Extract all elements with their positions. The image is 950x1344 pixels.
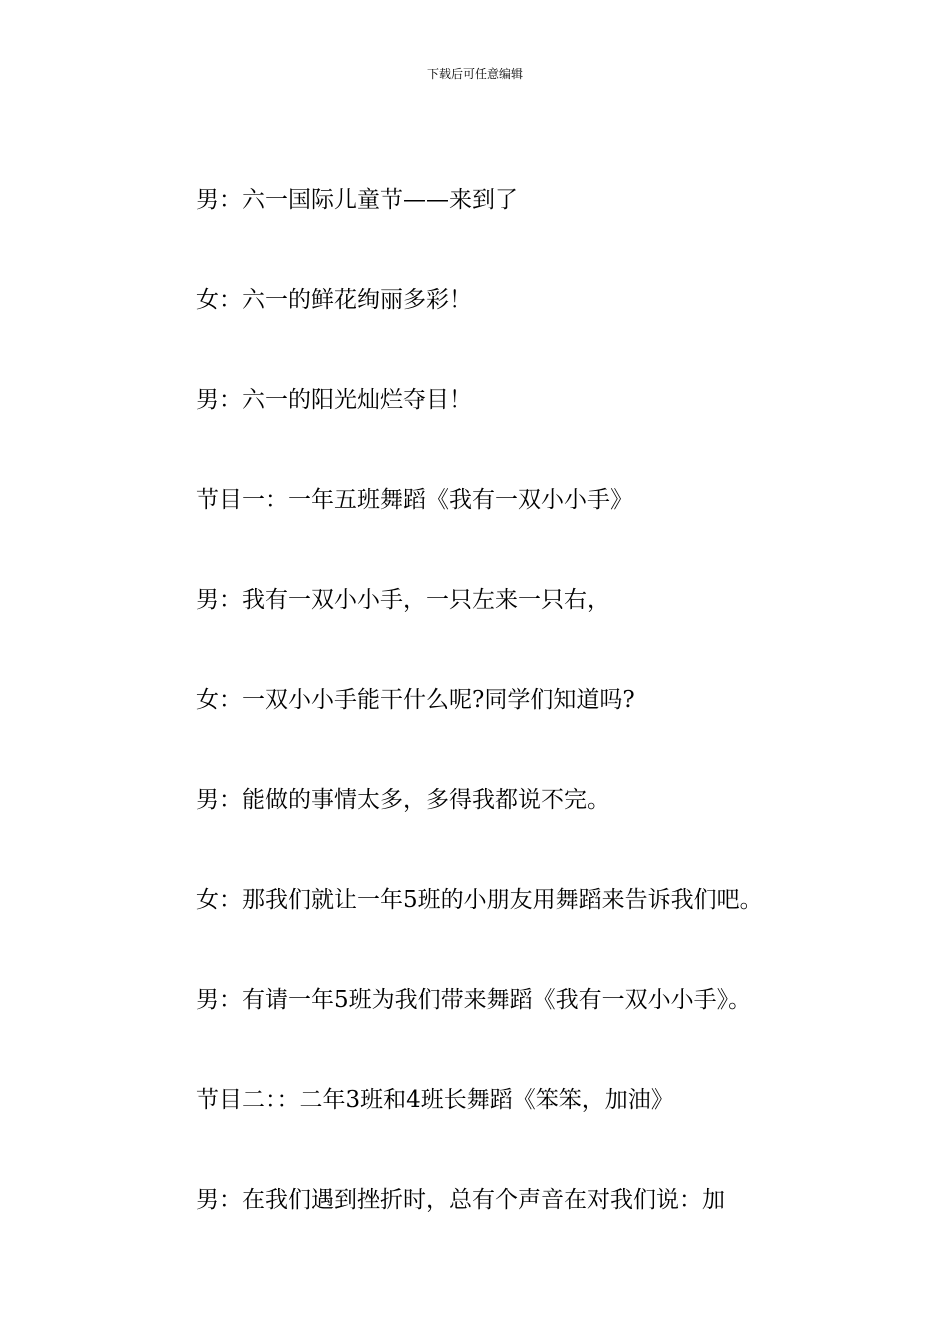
script-line: 男：六一国际儿童节——来到了 — [196, 187, 518, 213]
script-line: 男：六一的阳光灿烂夺目！ — [196, 387, 472, 413]
script-line: 男：在我们遇到挫折时，总有个声音在对我们说：加 — [196, 1187, 725, 1213]
script-line: 男：能做的事情太多，多得我都说不完。 — [196, 787, 610, 813]
script-line: 女：六一的鲜花绚丽多彩！ — [196, 287, 472, 313]
script-line: 女：一双小小手能干什么呢?同学们知道吗? — [196, 687, 635, 713]
page-header: 下载后可任意编辑 — [426, 67, 523, 81]
program-heading: 节目二：：二年3班和4班长舞蹈《笨笨，加油》 — [196, 1087, 674, 1113]
program-heading: 节目一：一年五班舞蹈《我有一双小小手》 — [196, 487, 633, 513]
script-line: 女：那我们就让一年5班的小朋友用舞蹈来告诉我们吧。 — [196, 887, 763, 913]
script-line: 男：有请一年5班为我们带来舞蹈《我有一双小小手》。 — [196, 987, 752, 1013]
script-body — [196, 178, 856, 1278]
script-line: 男：我有一双小小手，一只左来一只右， — [196, 587, 610, 613]
